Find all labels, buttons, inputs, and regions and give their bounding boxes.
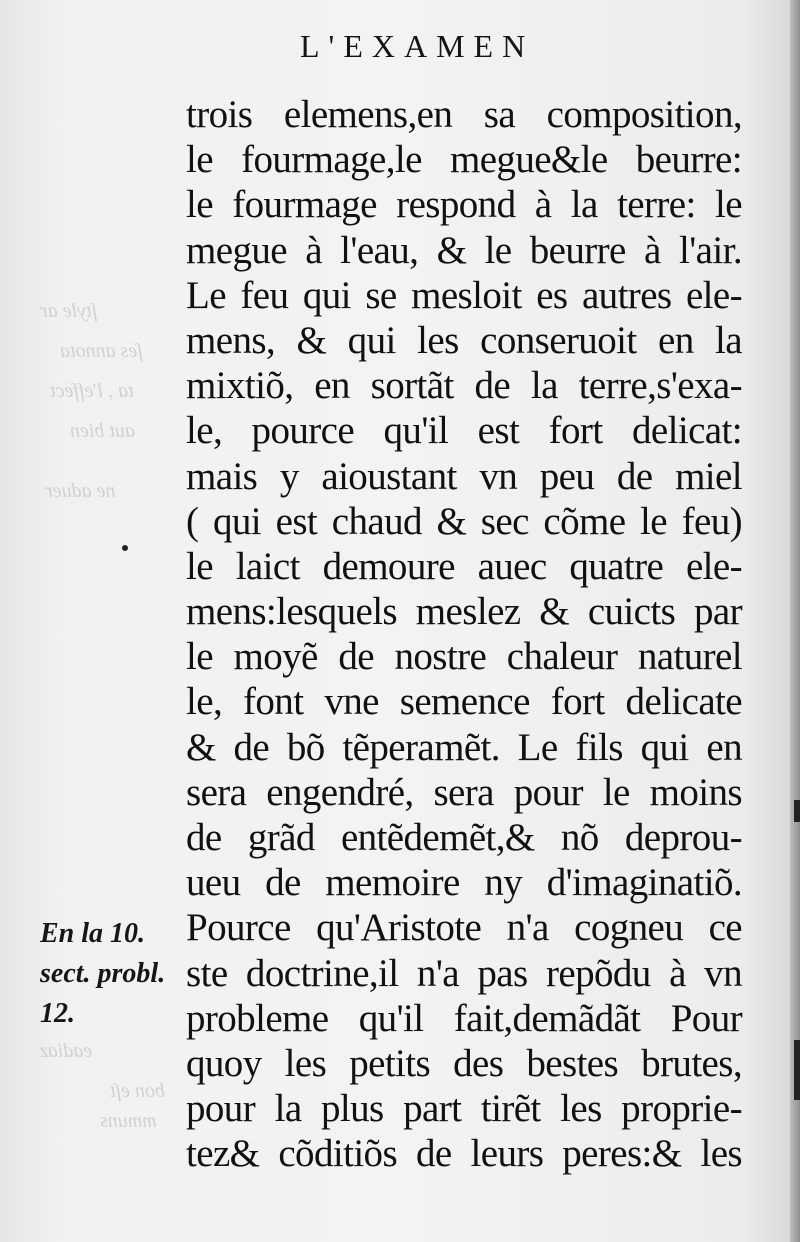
text-line: ste doctrine,il n'a pas repõdu à vn	[186, 951, 742, 995]
text-line: megue à l'eau, & le beurre à l'air.	[186, 228, 742, 272]
text-line: Pource qu'Aristote n'a cogneu ce	[186, 906, 742, 950]
book-spine-edge	[790, 0, 800, 1242]
show-through-bleed: ſtyle ar	[40, 300, 98, 322]
text-line: & de bõ tẽperamẽt. Le fils qui en	[186, 725, 742, 769]
text-line: sera engendré, sera pour le moins	[186, 770, 742, 814]
text-line: le moyẽ de nostre chaleur naturel	[186, 635, 742, 679]
show-through-bleed: bon eſt	[110, 1080, 165, 1102]
text-line: mens:lesquels meslez & cuicts par	[186, 590, 742, 634]
show-through-bleed: eadiaz	[40, 1040, 93, 1062]
text-line: de grãd entẽdemẽt,& nõ deprou-	[186, 816, 742, 859]
text-line: ueu de memoire ny d'imaginatiõ.	[186, 861, 742, 905]
show-through-bleed: ſes annota	[60, 340, 143, 362]
text-line: probleme qu'il fait,demãdãt Pour	[186, 996, 742, 1040]
text-line: trois elemens,en sa composition,	[186, 93, 742, 136]
text-line: Le feu qui se mesloit es autres ele-	[186, 273, 742, 317]
page-body-text	[186, 92, 742, 1177]
text-line: mais y aioustant vn peu de miel	[186, 454, 742, 498]
show-through-bleed: aut bien	[70, 420, 135, 442]
margin-note-line-1: En la 10.	[40, 918, 146, 949]
ink-speck	[122, 545, 128, 551]
text-line: mixtiõ, en sortãt de la terre,s'exa-	[186, 364, 742, 408]
text-line: quoy les petits des bestes brutes,	[186, 1041, 742, 1085]
text-line: le, pource qu'il est fort delicat:	[186, 409, 742, 453]
edge-shadow-mark	[794, 800, 800, 822]
text-line: le fourmage,le megue&le beurre:	[186, 138, 742, 182]
margin-note-line-2: sect. probl.	[40, 958, 166, 989]
text-line: ( qui est chaud & sec cõme le feu)	[186, 499, 742, 543]
show-through-bleed: mmuns	[100, 1110, 157, 1132]
text-line: pour la plus part tirẽt les proprie-	[186, 1087, 742, 1131]
show-through-bleed: ne aduer	[45, 480, 116, 502]
text-line: mens, & qui les conseruoit en la	[186, 318, 742, 362]
text-line: le, font vne semence fort delicate	[186, 680, 742, 724]
text-line: tez& cõditiõs de leurs peres:& les	[186, 1132, 742, 1176]
text-line: le laict demoure auec quatre ele-	[186, 544, 742, 588]
show-through-bleed: ta , l'effect	[50, 380, 134, 402]
edge-shadow-mark	[794, 1040, 800, 1100]
margin-note-line-3: 12.	[40, 998, 75, 1029]
running-title: L'EXAMEN	[300, 28, 535, 64]
text-line: le fourmage respond à la terre: le	[186, 183, 742, 227]
